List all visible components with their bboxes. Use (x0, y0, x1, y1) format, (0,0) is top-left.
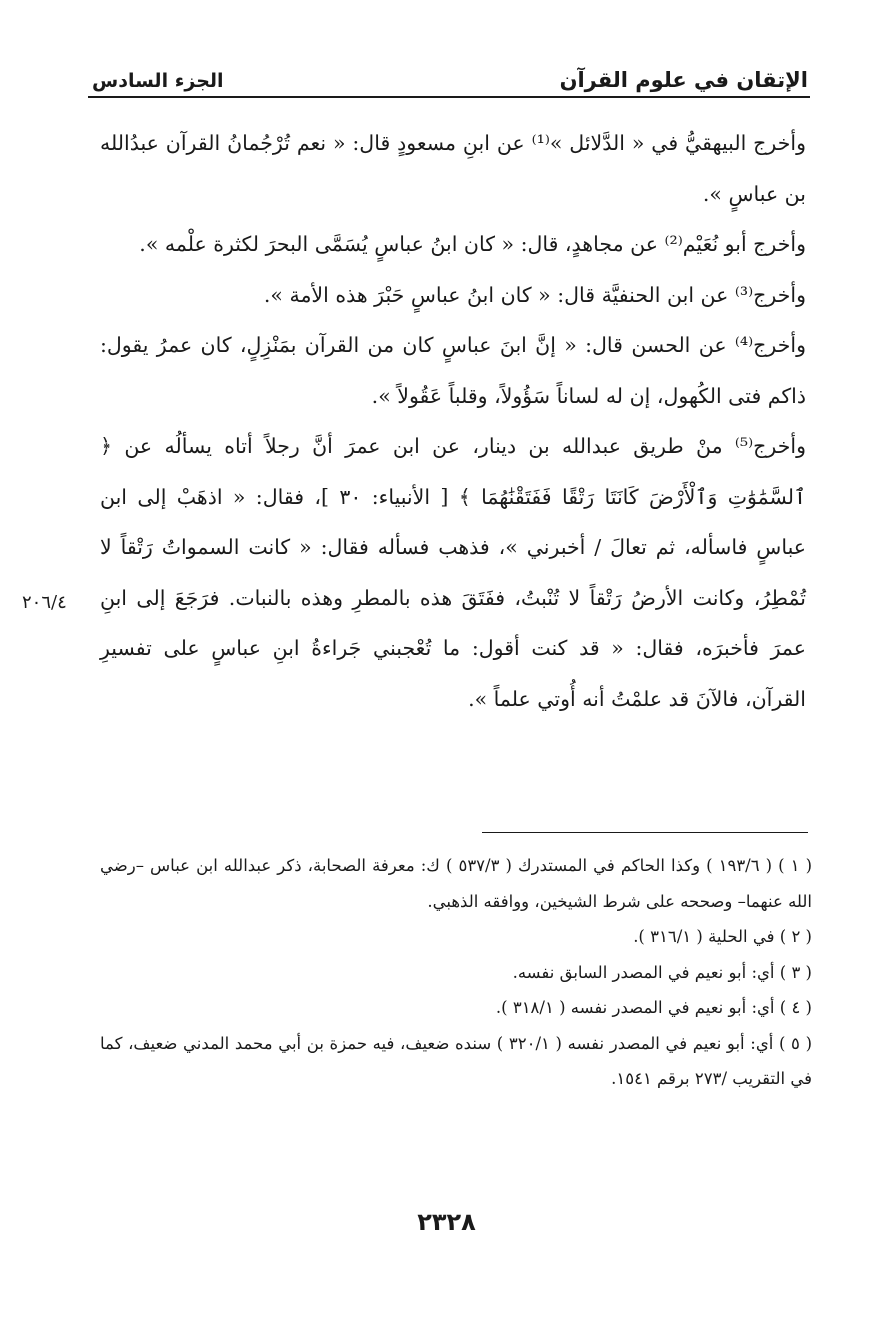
paragraph: وأخرج⁽⁵⁾ منْ طريق عبدالله بن دينار، عن ابن عمرَ أنَّ رجلاً أتاه يسألُه عن ﴿ ٱلسَّمَٰوَٰتِ وَٱلْأَرْضَ كَانَتَا رَتْقًا فَفَتَقْنَٰهُمَا ﴾ [ الأنبياء: ٣٠ ]، فقال: « اذهَبْ إلى ابن عباسٍ فاسأله، ثم تعالَ / أخبرني »، فذهب فسأله فقال: « كانت السمواتُ رَتْقاً لا تُمْطِرُ، وكانت الأرضُ رَتْقاً لا تُنْبتُ، ففَتَقَ هذه بالمطرِ وهذه بالنبات. فرَجَعَ إلى ابنِ عمرَ فأخبرَه، فقال: « قد كنت أقول: ما تُعْجبني جَراءةُ ابنِ عباسٍ على تفسيرِ القرآن، فالآنَ قد علمْتُ أنه أُوتي علماً ». (100, 434, 806, 711)
margin-page-reference: ٢٠٦/٤ (22, 592, 67, 613)
footnote: ( ٣ ) أي: أبو نعيم في المصدر السابق نفسه. (512, 962, 812, 982)
paragraph: وأخرج⁽⁴⁾ عن الحسن قال: « إنَّ ابنَ عباسٍ كان من القرآن بمَنْزِلٍ، كان عمرُ يقول: ذاكم فتى الكُهول، إن له لساناً سَؤُولاً، وقلباً عَقُولاً ». (100, 333, 806, 408)
footnote: ( ٤ ) أي: أبو نعيم في المصدر نفسه ( ٣١٨/١ ). (495, 998, 812, 1017)
footnote: ( ٢ ) في الحلية ( ٣١٦/١ ). (633, 927, 812, 946)
page-number: ٢٣٢٨ (417, 1208, 476, 1236)
paragraph: وأخرج أبو نُعَيْم⁽²⁾ عن مجاهدٍ، قال: « كان ابنُ عباسٍ يُسَمَّى البحرَ لكثرة علْمه ». (139, 232, 806, 256)
paragraph: وأخرج⁽³⁾ عن ابن الحنفيَّة قال: « كان ابنُ عباسٍ حَبْرَ هذه الأمة ». (263, 282, 806, 307)
running-header (92, 52, 808, 92)
footnotes (100, 848, 812, 1097)
main-text (100, 118, 806, 724)
volume-label: الجزء السادس (92, 70, 224, 92)
footnote: ( ٥ ) أي: أبو نعيم في المصدر نفسه ( ٣٢٠/١ ) سنده ضعيف، فيه حمزة بن أبي محمد المدني ضعيف، كما في التقريب /٢٧٣ برقم ١٥٤١. (100, 1033, 813, 1088)
book-title: الإتقان في علوم القرآن (559, 68, 808, 92)
footnote: ( ١ ) ( ١٩٣/٦ ) وكذا الحاكم في المستدرك ( ٥٣٧/٣ ) ك: معرفة الصحابة، ذكر عبدالله ابن عباس –رضي الله عنهما– وصححه على شرط الشيخين، ووافقه الذهبي. (100, 856, 813, 911)
footnote-divider (482, 832, 808, 833)
header-divider (88, 96, 810, 98)
paragraph: وأخرج البيهقيُّ في « الدَّلائل »⁽¹⁾ عن ابنِ مسعودٍ قال: « نعم تُرْجُمانُ القرآن عبدُالله بن عباسٍ ». (100, 131, 806, 206)
